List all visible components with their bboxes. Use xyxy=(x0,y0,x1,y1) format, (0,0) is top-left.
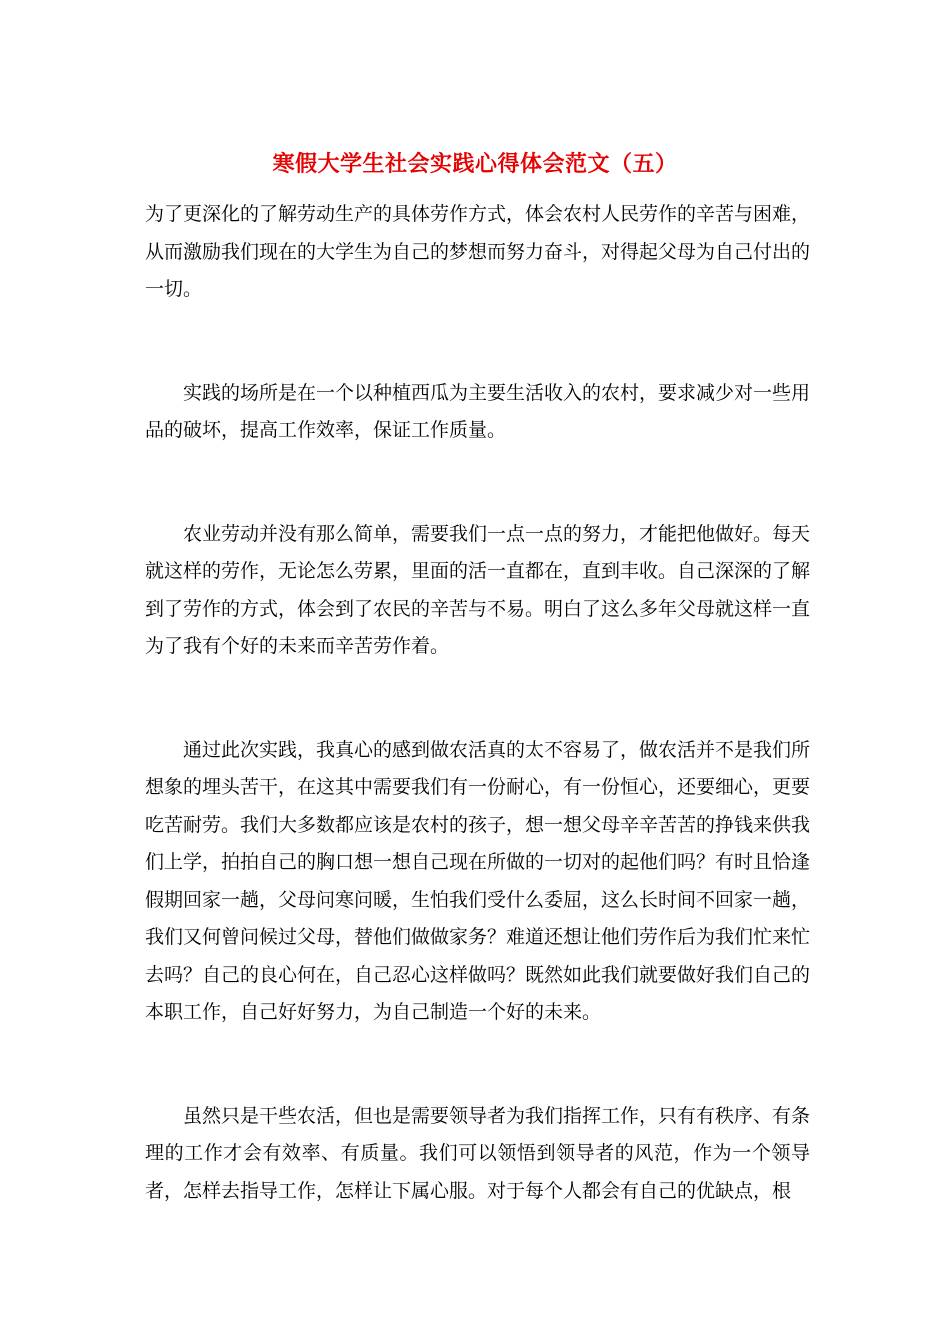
paragraph-3: 农业劳动并没有那么简单，需要我们一点一点的努力，才能把他做好。每天就这样的劳作，无论怎么劳累，里面的活一直都在，直到丰收。自己深深的了解到了劳作的方式，体会到了农民的辛苦与不易。明白了这么多年父母就这样一直为了我有个好的未来而辛苦劳作着。 xyxy=(145,522,811,657)
document-body xyxy=(145,196,810,1210)
paragraph-spacer xyxy=(145,309,810,375)
paragraph-spacer xyxy=(145,450,810,516)
paragraph-spacer xyxy=(145,1032,810,1098)
paragraph-1: 为了更深化的了解劳动生产的具体劳作方式，体会农村人民劳作的辛苦与困难，从而激励我们现在的大学生为自己的梦想而努力奋斗，对得起父母为自己付出的一切。 xyxy=(145,203,811,300)
paragraph-5: 虽然只是干些农活，但也是需要领导者为我们指挥工作，只有有秩序、有条理的工作才会有效率、有质量。我们可以领悟到领导者的风范，作为一个领导者，怎样去指导工作，怎样让下属心服。对于每个人都会有自己的优缺点，根 xyxy=(145,1104,811,1202)
paragraph-4: 通过此次实践，我真心的感到做农活真的太不容易了，做农活并不是我们所想象的埋头苦干，在这其中需要我们有一份耐心，有一份恒心，还要细心，更要吃苦耐劳。我们大多数都应该是农村的孩子，想一想父母辛辛苦苦的挣钱来供我们上学，拍拍自己的胸口想一想自己现在所做的一切对的起他们吗？有时且恰逢假期回家一趟，父母问寒问暖，生怕我们受什么委屈，这么长时间不回家一趟，我们又何曾问候过父母，替他们做做家务？难道还想让他们劳作后为我们忙来忙去吗？自己的良心何在，自己忍心这样做吗？既然如此我们就要做好我们自己的本职工作，自己好好努力，为自己制造一个好的未来。 xyxy=(145,738,811,1023)
document-title: 寒假大学生社会实践心得体会范文（五） xyxy=(272,151,678,177)
paragraph-2: 实践的场所是在一个以种植西瓜为主要生活收入的农村，要求减少对一些用品的破坏，提高工作效率，保证工作质量。 xyxy=(145,381,811,441)
paragraph-spacer xyxy=(145,666,810,732)
